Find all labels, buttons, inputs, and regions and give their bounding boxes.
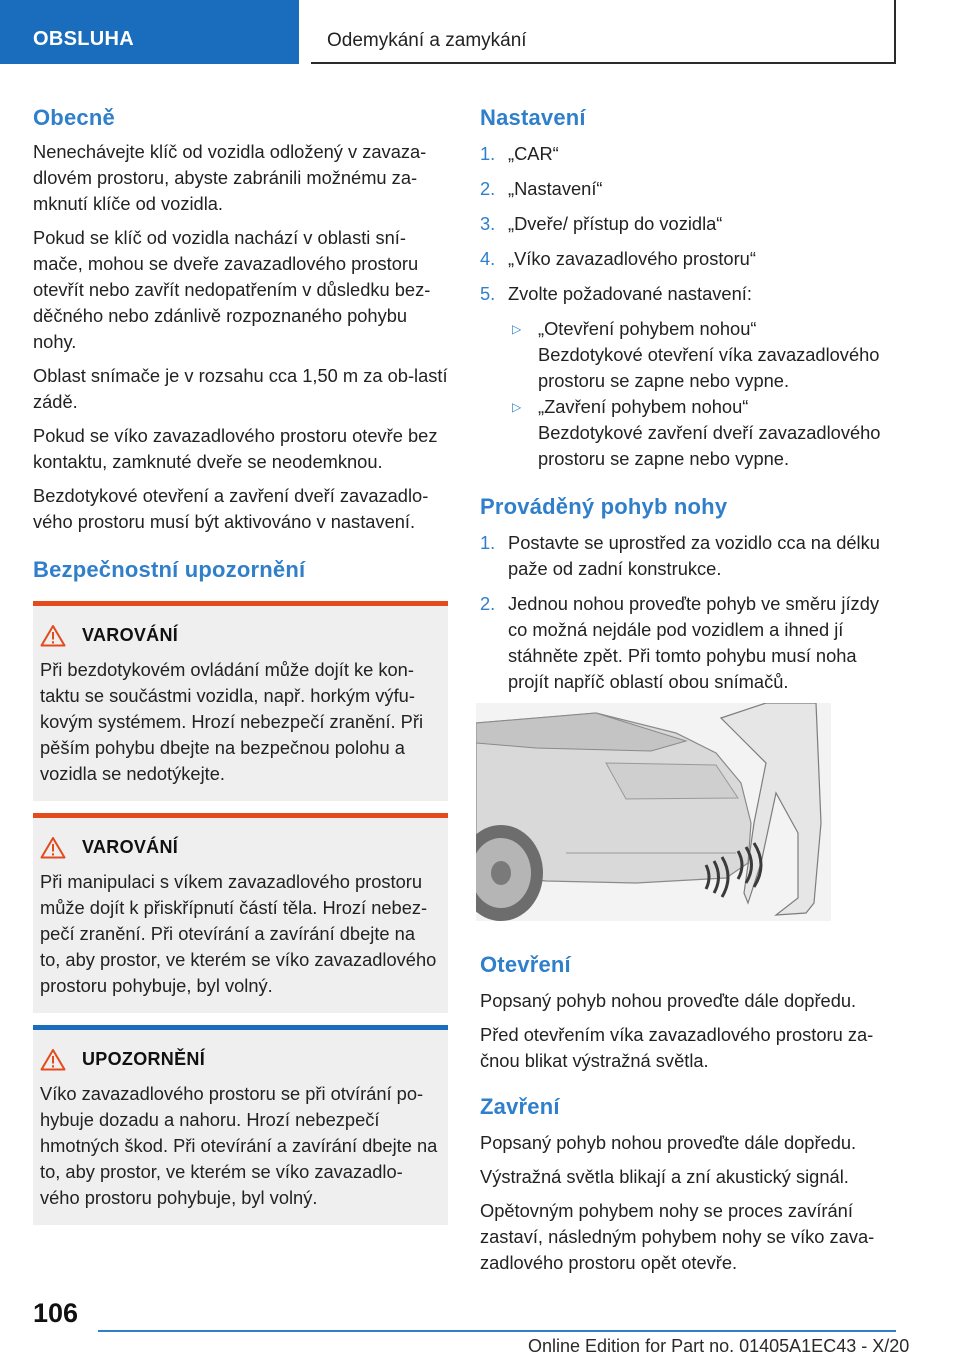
notice-title: UPOZORNĚNÍ	[82, 1049, 206, 1069]
close-heading: Zavření	[480, 1094, 560, 1119]
warning-title: VAROVÁNÍ	[82, 625, 179, 645]
general-paragraph: Oblast snímače je v rozsahu cca 1,50 m za ob-lastí zádě.	[33, 365, 448, 412]
warning-text: Při bezdotykovém ovládání může dojít ke kon-taktu se součástmi vozidla, např. horkým výfu-kovým systémem. Hrozí nebezpečí zranění. Při pěším pohybu dbejte na bezpečnou polohu a vozidla se nedotýkejte.	[40, 659, 424, 784]
list-item: 3. „Dveře/ přístup do vozidla“	[480, 213, 723, 234]
settings-options	[508, 316, 898, 342]
option-description: Bezdotykové otevření víka zavazadlového prostoru se zapne nebo vypne.	[538, 344, 880, 391]
settings-steps	[480, 141, 898, 307]
motion-steps	[480, 530, 898, 695]
open-paragraph: Před otevřením víka zavazadlového prostoru za-čnou blikat výstražná světla.	[480, 1024, 874, 1071]
safety-heading: Bezpečnostní upozornění	[33, 557, 306, 582]
option-item: ▷ „Zavření pohybem nohou“	[508, 394, 898, 420]
notice-text: Víko zavazadlového prostoru se při otvírání po-hybuje dozadu a nahoru. Hrozí nebezpečí hmotných škod. Při otevírání a zavírání dbejte na to, aby prostor, ve kterém se víko zavazadlo-vého prostoru pohybuje, byl volný.	[40, 1083, 438, 1208]
right-column-lower	[480, 952, 898, 1276]
warning-text: Při manipulaci s víkem zavazadlového prostoru může dojít k přiskřípnutí částí těla. Hrozí nebez-pečí zranění. Při otevírání a zavírání dbejte na to, aby prostor, ve kterém se víko zavazadlového prostoru pohybuje, byl volný.	[40, 871, 437, 996]
option-description: Bezdotykové zavření dveří zavazadlového prostoru se zapne nebo vypne.	[538, 422, 881, 469]
list-item: 2. Jednou nohou proveďte pohyb ve směru jízdy co možná nejdále pod vozidlem a ihned jí stáhněte zpět. Při tomto pohybu musí noha projít napříč oblastí obou snímačů.	[480, 593, 879, 692]
general-paragraph: Nenechávejte klíč od vozidla odložený v zavaza-dlovém prostoru, abyste zabránili možnému za-mknutí klíče od vozidla.	[33, 141, 427, 214]
left-column	[33, 100, 448, 1225]
warning-triangle-icon	[40, 836, 66, 859]
kick-sensor-illustration	[476, 703, 831, 921]
settings-options	[508, 394, 898, 420]
page-number: 106	[33, 1298, 79, 1328]
close-paragraph: Popsaný pohyb nohou proveďte dále dopředu.	[480, 1132, 857, 1153]
list-item: 2. „Nastavení“	[480, 178, 603, 199]
open-heading: Otevření	[480, 952, 571, 977]
edition-text: Online Edition for Part no. 01405A1EC43 - X/20	[528, 1336, 910, 1356]
close-paragraph: Opětovným pohybem nohy se proces zavírání zastaví, následným pohybem nohy se víko zava-zadlového prostoru opět otevře.	[480, 1200, 875, 1273]
section-tab	[0, 0, 299, 64]
settings-heading: Nastavení	[480, 105, 586, 130]
list-item: 1. „CAR“	[480, 143, 559, 164]
triangle-bullet-icon: ▷	[512, 322, 522, 336]
general-heading: Obecně	[33, 105, 115, 130]
notice-box	[33, 1025, 448, 1225]
right-column	[480, 100, 898, 704]
list-item: 5. Zvolte požadované nastavení:	[480, 283, 752, 304]
section-title: OBSLUHA	[33, 28, 134, 50]
chapter-header	[311, 0, 896, 64]
warning-box	[33, 813, 448, 1013]
general-paragraph: Pokud se víko zavazadlového prostoru otevře bez kontaktu, zamknuté dveře se neodemknou.	[33, 425, 438, 472]
motion-heading: Prováděný pohyb nohy	[480, 494, 728, 519]
footer-divider	[98, 1330, 896, 1332]
warning-title: VAROVÁNÍ	[82, 837, 179, 857]
general-paragraph: Pokud se klíč od vozidla nachází v oblasti sní-mače, mohou se dveře zavazadlového prostoru otevřít nebo zavřít nedopatřením v důsledku bez-děčného nebo zdánlivě rozpoznaného pohybu nohy.	[33, 227, 431, 352]
open-paragraph: Popsaný pohyb nohou proveďte dále dopředu.	[480, 990, 857, 1011]
general-paragraph: Bezdotykové otevření a zavření dveří zavazadlo-vého prostoru musí být aktivováno v nastavení.	[33, 485, 429, 532]
warning-triangle-icon	[40, 1048, 66, 1071]
triangle-bullet-icon: ▷	[512, 400, 522, 414]
warning-box	[33, 601, 448, 801]
warning-triangle-icon	[40, 624, 66, 647]
option-item: ▷ „Otevření pohybem nohou“	[508, 316, 898, 342]
chapter-title: Odemykání a zamykání	[327, 30, 527, 51]
list-item: 1. Postavte se uprostřed za vozidlo cca na délku paže od zadní konstrukce.	[480, 532, 880, 579]
list-item: 4. „Víko zavazadlového prostoru“	[480, 248, 756, 269]
close-paragraph: Výstražná světla blikají a zní akustický signál.	[480, 1166, 849, 1187]
